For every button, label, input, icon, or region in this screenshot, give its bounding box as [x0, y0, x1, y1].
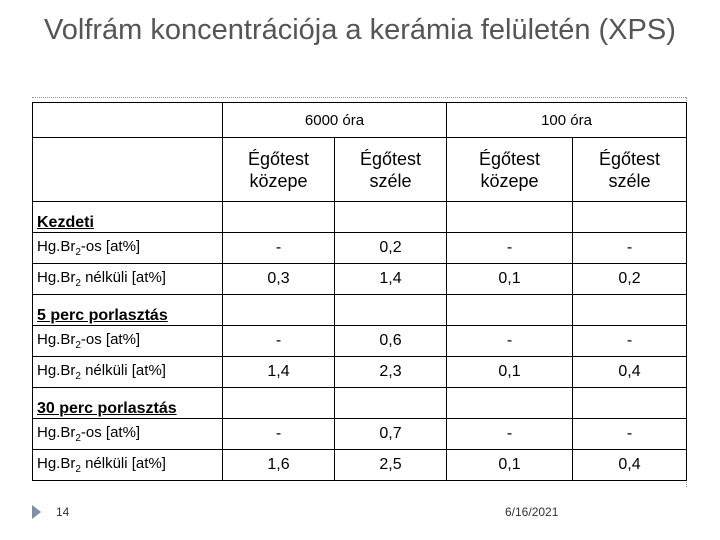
value-cell: 1,4	[335, 264, 447, 295]
table-row	[33, 357, 687, 388]
value-cell: 0,4	[573, 357, 687, 388]
sub-header-row	[33, 138, 687, 202]
row-label-text: Hg.Br	[37, 455, 76, 472]
value-cell: -	[223, 419, 335, 450]
empty-cell	[335, 388, 447, 419]
empty-cell	[573, 295, 687, 326]
empty-cell	[223, 388, 335, 419]
empty-cell	[335, 202, 447, 233]
value-cell: -	[447, 419, 573, 450]
row-label-suffix: -os [at%]	[80, 424, 141, 441]
row-label-subscript: 2	[75, 278, 81, 289]
sub-header	[447, 138, 573, 202]
value-cell: 1,6	[223, 450, 335, 481]
row-label-subscript: 2	[75, 433, 81, 444]
section-row	[33, 202, 687, 233]
empty-cell	[223, 295, 335, 326]
table-row	[33, 419, 687, 450]
empty-cell	[223, 202, 335, 233]
row-label-suffix: nélküli [at%]	[80, 455, 166, 472]
sub-header	[335, 138, 447, 202]
sub-header-line: széle	[369, 170, 412, 191]
sub-header-line: Égőtest	[247, 148, 310, 169]
row-label-text: Hg.Br	[37, 238, 76, 255]
sub-header-line: Égőtest	[598, 148, 661, 169]
section-row	[33, 388, 687, 419]
row-label-suffix: nélküli [at%]	[80, 362, 166, 379]
section-row	[33, 295, 687, 326]
row-label-suffix: -os [at%]	[80, 238, 141, 255]
sub-header-line: Égőtest	[478, 148, 541, 169]
empty-cell	[573, 202, 687, 233]
sub-header-line: közepe	[249, 170, 308, 191]
row-label	[33, 233, 223, 264]
value-cell: -	[573, 233, 687, 264]
row-label-subscript: 2	[75, 340, 81, 351]
value-cell: 0,1	[447, 450, 573, 481]
value-cell: 0,1	[447, 264, 573, 295]
row-label-text: Hg.Br	[37, 424, 76, 441]
sub-header	[573, 138, 687, 202]
row-label	[33, 326, 223, 357]
empty-cell	[447, 295, 573, 326]
sub-header-line: közepe	[480, 170, 539, 191]
row-label	[33, 450, 223, 481]
value-cell: -	[223, 326, 335, 357]
empty-cell	[447, 202, 573, 233]
value-cell: 0,6	[335, 326, 447, 357]
section-label: 30 perc porlasztás	[33, 388, 223, 419]
empty-cell	[573, 388, 687, 419]
value-cell: 0,2	[335, 233, 447, 264]
value-cell: -	[447, 233, 573, 264]
row-label-subscript: 2	[75, 247, 81, 258]
row-label-text: Hg.Br	[37, 362, 76, 379]
value-cell: 0,1	[447, 357, 573, 388]
empty-cell	[447, 388, 573, 419]
tungsten-table	[32, 102, 687, 481]
value-cell: 2,3	[335, 357, 447, 388]
row-label	[33, 264, 223, 295]
value-cell: 0,7	[335, 419, 447, 450]
sub-header-line: Égőtest	[359, 148, 422, 169]
table-row	[33, 450, 687, 481]
group-header: 6000 óra	[223, 103, 447, 138]
slide-title: Volfrám koncentrációja a kerámia felületén (XPS)	[44, 14, 676, 46]
value-cell: 2,5	[335, 450, 447, 481]
slide-number: 14	[56, 505, 70, 519]
title-divider	[32, 97, 686, 98]
row-label-suffix: nélküli [at%]	[80, 269, 166, 286]
row-label-suffix: -os [at%]	[80, 331, 141, 348]
value-cell: 0,2	[573, 264, 687, 295]
footer-arrow-icon	[32, 505, 41, 519]
row-label	[33, 357, 223, 388]
group-header: 100 óra	[447, 103, 687, 138]
table-row	[33, 264, 687, 295]
row-label-subscript: 2	[75, 464, 81, 475]
group-header-row	[33, 103, 687, 138]
value-cell: -	[223, 233, 335, 264]
row-label-text: Hg.Br	[37, 331, 76, 348]
value-cell: 0,3	[223, 264, 335, 295]
section-label: 5 perc porlasztás	[33, 295, 223, 326]
value-cell: 1,4	[223, 357, 335, 388]
value-cell: 0,4	[573, 450, 687, 481]
table-row	[33, 233, 687, 264]
sub-header-line: széle	[608, 170, 651, 191]
empty-label-cell	[33, 138, 223, 202]
section-label: Kezdeti	[33, 202, 223, 233]
value-cell: -	[447, 326, 573, 357]
row-label-text: Hg.Br	[37, 269, 76, 286]
value-cell: -	[573, 326, 687, 357]
empty-cell	[335, 295, 447, 326]
value-cell: -	[573, 419, 687, 450]
table-row	[33, 326, 687, 357]
footer-date: 6/16/2021	[505, 505, 559, 519]
sub-header	[223, 138, 335, 202]
empty-corner-cell	[33, 103, 223, 138]
row-label	[33, 419, 223, 450]
row-label-subscript: 2	[75, 371, 81, 382]
